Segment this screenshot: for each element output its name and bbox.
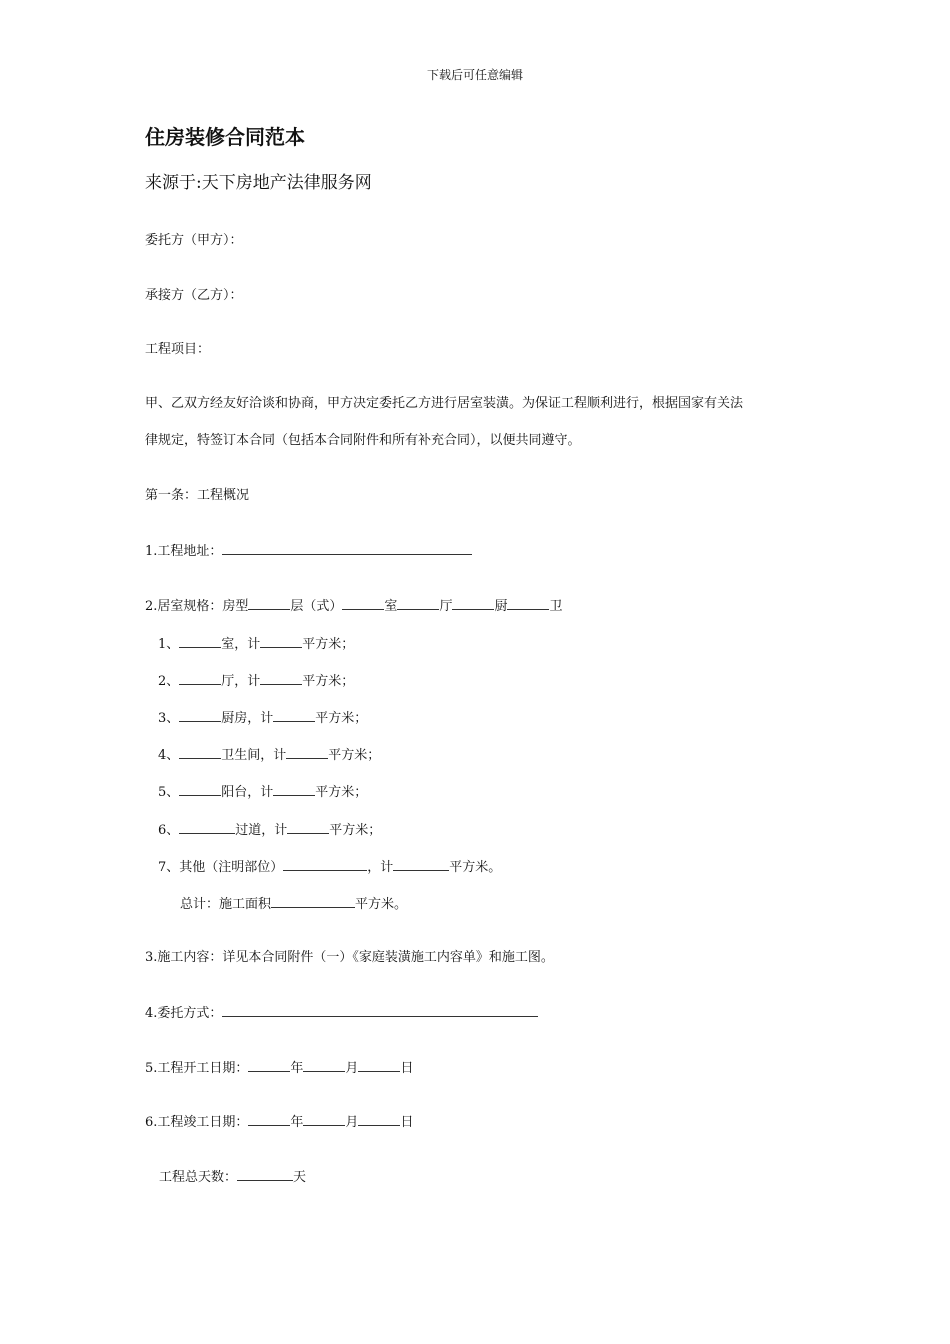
other-label: 7、其他（注明部位）: [158, 860, 284, 875]
page-header: 下载后可任意编辑: [426, 68, 523, 82]
blank[interactable]: [303, 1058, 345, 1072]
blank[interactable]: [271, 894, 355, 908]
other-mid: ，计: [367, 860, 394, 875]
room-item: [158, 708, 367, 728]
blank[interactable]: [179, 671, 221, 685]
room-unit: 平方米；: [315, 711, 368, 726]
room-name: 厅，计: [221, 674, 261, 689]
blank[interactable]: [179, 745, 221, 759]
blank[interactable]: [179, 634, 221, 648]
method-label: 4.委托方式：: [145, 1006, 223, 1021]
blank[interactable]: [248, 1058, 290, 1072]
room-item-other: [158, 857, 501, 877]
month-unit: 月: [345, 1115, 359, 1130]
blank[interactable]: [397, 596, 439, 610]
end-date-line: [145, 1112, 413, 1132]
blank[interactable]: [358, 1112, 400, 1126]
room-name: 阳台，计: [221, 785, 274, 800]
blank[interactable]: [248, 596, 290, 610]
room-name: 过道，计: [235, 823, 288, 838]
blank[interactable]: [260, 634, 302, 648]
address-blank[interactable]: [222, 541, 472, 555]
blank[interactable]: [286, 745, 328, 759]
article-1-heading: 第一条：工程概况: [145, 488, 250, 503]
blank[interactable]: [273, 708, 315, 722]
room-item: [158, 782, 367, 802]
total-days-line: [159, 1167, 306, 1187]
blank[interactable]: [342, 596, 384, 610]
spec-line: [145, 596, 562, 616]
content-line: 3.施工内容：详见本合同附件（一）《家庭装潢施工内容单》和施工图。: [145, 950, 554, 965]
document-title: 住房装修合同范本: [145, 125, 305, 149]
blank[interactable]: [179, 782, 221, 796]
room-no: 5、: [158, 785, 180, 800]
room-item: [158, 745, 380, 765]
blank[interactable]: [248, 1112, 290, 1126]
party-a-line: 委托方（甲方）：: [145, 233, 243, 248]
spec-label: 2.居室规格：房型: [145, 599, 249, 614]
total-unit: 平方米。: [355, 897, 408, 912]
blank[interactable]: [358, 1058, 400, 1072]
room-unit: 平方米；: [315, 785, 368, 800]
room-no: 1、: [158, 637, 180, 652]
room-name: 卫生间，计: [221, 748, 287, 763]
method-line: [145, 1003, 538, 1023]
room-no: 3、: [158, 711, 180, 726]
blank[interactable]: [237, 1167, 293, 1181]
blank[interactable]: [283, 857, 367, 871]
room-name: 厨房，计: [221, 711, 274, 726]
address-line: [145, 541, 472, 561]
spec-shi: 室: [384, 599, 398, 614]
document-source: 来源于:天下房地产法律服务网: [145, 173, 372, 193]
room-unit: 平方米；: [302, 674, 355, 689]
blank[interactable]: [393, 857, 449, 871]
year-unit: 年: [290, 1115, 304, 1130]
blank[interactable]: [507, 596, 549, 610]
blank[interactable]: [179, 820, 235, 834]
total-area-line: [180, 894, 407, 914]
room-unit: 平方米；: [329, 823, 382, 838]
blank[interactable]: [287, 820, 329, 834]
days-unit: 天: [293, 1170, 307, 1185]
room-unit: 平方米；: [328, 748, 381, 763]
room-name: 室，计: [221, 637, 261, 652]
day-unit: 日: [400, 1115, 414, 1130]
room-no: 4、: [158, 748, 180, 763]
blank[interactable]: [179, 708, 221, 722]
other-unit: 平方米。: [449, 860, 502, 875]
days-label: 工程总天数：: [159, 1170, 238, 1185]
party-b-line: 承接方（乙方）：: [145, 288, 243, 303]
start-label: 5.工程开工日期：: [145, 1061, 249, 1076]
blank[interactable]: [273, 782, 315, 796]
spec-wei: 卫: [549, 599, 563, 614]
year-unit: 年: [290, 1061, 304, 1076]
spec-chu: 厨: [494, 599, 508, 614]
method-blank[interactable]: [222, 1003, 538, 1017]
room-no: 6、: [158, 823, 180, 838]
room-item: [158, 671, 354, 691]
spec-ting: 厅: [439, 599, 453, 614]
intro-line-2: 律规定，特签订本合同（包括本合同附件和所有补充合同），以便共同遵守。: [145, 433, 581, 448]
room-item: [158, 820, 381, 840]
project-line: 工程项目：: [145, 342, 211, 357]
end-label: 6.工程竣工日期：: [145, 1115, 249, 1130]
spec-ceng: 层（式）: [290, 599, 343, 614]
room-no: 2、: [158, 674, 180, 689]
blank[interactable]: [260, 671, 302, 685]
address-label: 1.工程地址：: [145, 544, 223, 559]
blank[interactable]: [452, 596, 494, 610]
month-unit: 月: [345, 1061, 359, 1076]
room-unit: 平方米；: [302, 637, 355, 652]
start-date-line: [145, 1058, 413, 1078]
blank[interactable]: [303, 1112, 345, 1126]
intro-line-1: 甲、乙双方经友好洽谈和协商，甲方决定委托乙方进行居室装潢。为保证工程顺利进行，根据国家有关法: [145, 396, 744, 411]
room-item: [158, 634, 354, 654]
total-label: 总计：施工面积: [180, 897, 272, 912]
day-unit: 日: [400, 1061, 414, 1076]
